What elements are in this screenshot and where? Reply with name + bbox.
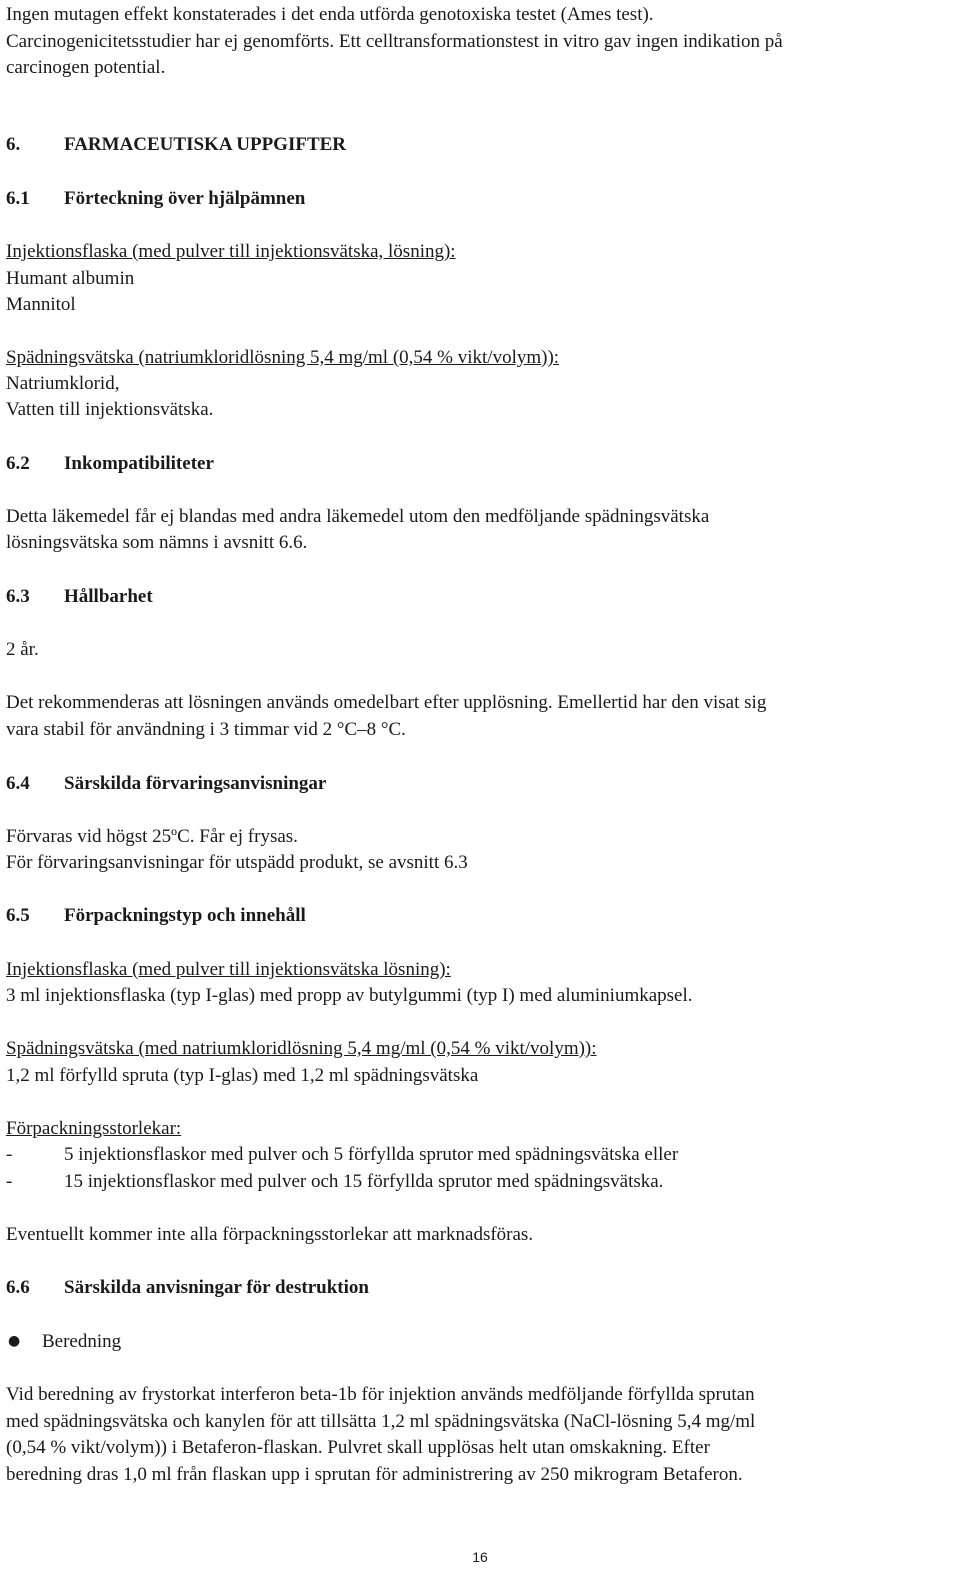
s65-solvent-text: 1,2 ml förfylld spruta (typ I-glas) med 1,2 ml spädningsvätska bbox=[6, 1065, 479, 1086]
section-6-1-title: Förteckning över hjälpämnen bbox=[64, 188, 306, 209]
section-6-4-heading bbox=[6, 773, 326, 795]
s61-vial-item-2: Mannitol bbox=[6, 294, 76, 315]
list-item bbox=[6, 1171, 663, 1193]
s62-line-2: lösningsvätska som nämns i avsnitt 6.6. bbox=[6, 532, 308, 553]
s65-solvent-label: Spädningsvätska (med natriumkloridlösning 5,4 mg/ml (0,54 % vikt/volym)): bbox=[6, 1038, 597, 1059]
s64-line-2: För förvaringsanvisningar för utspädd produkt, se avsnitt 6.3 bbox=[6, 852, 468, 873]
list-item-text: 5 injektionsflaskor med pulver och 5 förfyllda sprutor med spädningsvätska eller bbox=[64, 1144, 679, 1165]
s62-line-1: Detta läkemedel får ej blandas med andra läkemedel utom den medföljande spädningsvätska bbox=[6, 506, 710, 527]
s65-vial-label: Injektionsflaska (med pulver till injektionsvätska lösning): bbox=[6, 959, 451, 980]
s66-line-2: med spädningsvätska och kanylen för att tillsätta 1,2 ml spädningsvätska (NaCl-lösning 5,4 mg/ml bbox=[6, 1411, 756, 1432]
s66-line-1: Vid beredning av frystorkat interferon beta-1b för injektion används medföljande förfyllda sprutan bbox=[6, 1384, 755, 1405]
bullet-item bbox=[6, 1331, 121, 1354]
section-6-4-title: Särskilda förvaringsanvisningar bbox=[64, 773, 327, 794]
section-6-heading bbox=[6, 134, 346, 156]
bullet-icon: ● bbox=[8, 1333, 21, 1349]
section-6-2-number: 6.2 bbox=[6, 453, 30, 474]
bullet-item-text: Beredning bbox=[42, 1331, 122, 1352]
section-6-4-number: 6.4 bbox=[6, 773, 30, 794]
section-6-5-number: 6.5 bbox=[6, 905, 30, 926]
s61-solvent-item-2: Vatten till injektionsvätska. bbox=[6, 399, 214, 420]
s63-shelf-life: 2 år. bbox=[6, 639, 39, 660]
section-6-3-heading bbox=[6, 586, 153, 608]
s61-solvent-item-1: Natriumklorid, bbox=[6, 373, 120, 394]
section-6-title: FARMACEUTISKA UPPGIFTER bbox=[64, 134, 347, 155]
dash-marker: - bbox=[6, 1171, 13, 1192]
s65-note: Eventuellt kommer inte alla förpackningsstorlekar att marknadsföras. bbox=[6, 1224, 534, 1245]
intro-line-3: carcinogen potential. bbox=[6, 57, 166, 78]
section-6-2-title: Inkompatibiliteter bbox=[64, 453, 214, 474]
s65-packs-label: Förpackningsstorlekar: bbox=[6, 1118, 182, 1139]
intro-line-2: Carcinogenicitetsstudier har ej genomförts. Ett celltransformationstest in vitro gav ingen indikation på bbox=[6, 31, 783, 52]
intro-line-1: Ingen mutagen effekt konstaterades i det enda utförda genotoxiska testet (Ames test). bbox=[6, 4, 654, 25]
section-6-3-number: 6.3 bbox=[6, 586, 30, 607]
section-6-3-title: Hållbarhet bbox=[64, 586, 153, 607]
section-6-6-heading bbox=[6, 1277, 369, 1299]
s61-solvent-label: Spädningsvätska (natriumkloridlösning 5,4 mg/ml (0,54 % vikt/volym)): bbox=[6, 347, 560, 368]
section-6-6-number: 6.6 bbox=[6, 1277, 30, 1298]
s63-line-2: vara stabil för användning i 3 timmar vid 2 °C–8 °C. bbox=[6, 719, 406, 740]
list-item-text: 15 injektionsflaskor med pulver och 15 förfyllda sprutor med spädningsvätska. bbox=[64, 1171, 664, 1192]
s64-line-1: Förvaras vid högst 25ºC. Får ej frysas. bbox=[6, 826, 298, 847]
s66-line-4: beredning dras 1,0 ml från flaskan upp i sprutan för administrering av 250 mikrogram Betaferon. bbox=[6, 1464, 743, 1485]
section-6-2-heading bbox=[6, 453, 214, 475]
section-6-5-title: Förpackningstyp och innehåll bbox=[64, 905, 306, 926]
section-6-6-title: Särskilda anvisningar för destruktion bbox=[64, 1277, 369, 1298]
s65-vial-text: 3 ml injektionsflaska (typ I-glas) med propp av butylgummi (typ I) med aluminiumkapsel. bbox=[6, 985, 693, 1006]
s61-vial-item-1: Humant albumin bbox=[6, 268, 135, 289]
dash-marker: - bbox=[6, 1144, 13, 1165]
section-6-5-heading bbox=[6, 905, 306, 927]
s63-line-1: Det rekommenderas att lösningen används omedelbart efter upplösning. Emellertid har den visat sig bbox=[6, 692, 767, 713]
section-6-1-heading bbox=[6, 188, 305, 210]
section-6-1-number: 6.1 bbox=[6, 188, 30, 209]
page-number: 16 bbox=[472, 1549, 488, 1565]
s66-line-3: (0,54 % vikt/volym)) i Betaferon-flaskan. Pulvret skall upplösas helt utan omskakning. Efter bbox=[6, 1437, 710, 1458]
section-6-number: 6. bbox=[6, 134, 21, 155]
s61-vial-label: Injektionsflaska (med pulver till injektionsvätska, lösning): bbox=[6, 241, 456, 262]
list-item bbox=[6, 1144, 678, 1166]
